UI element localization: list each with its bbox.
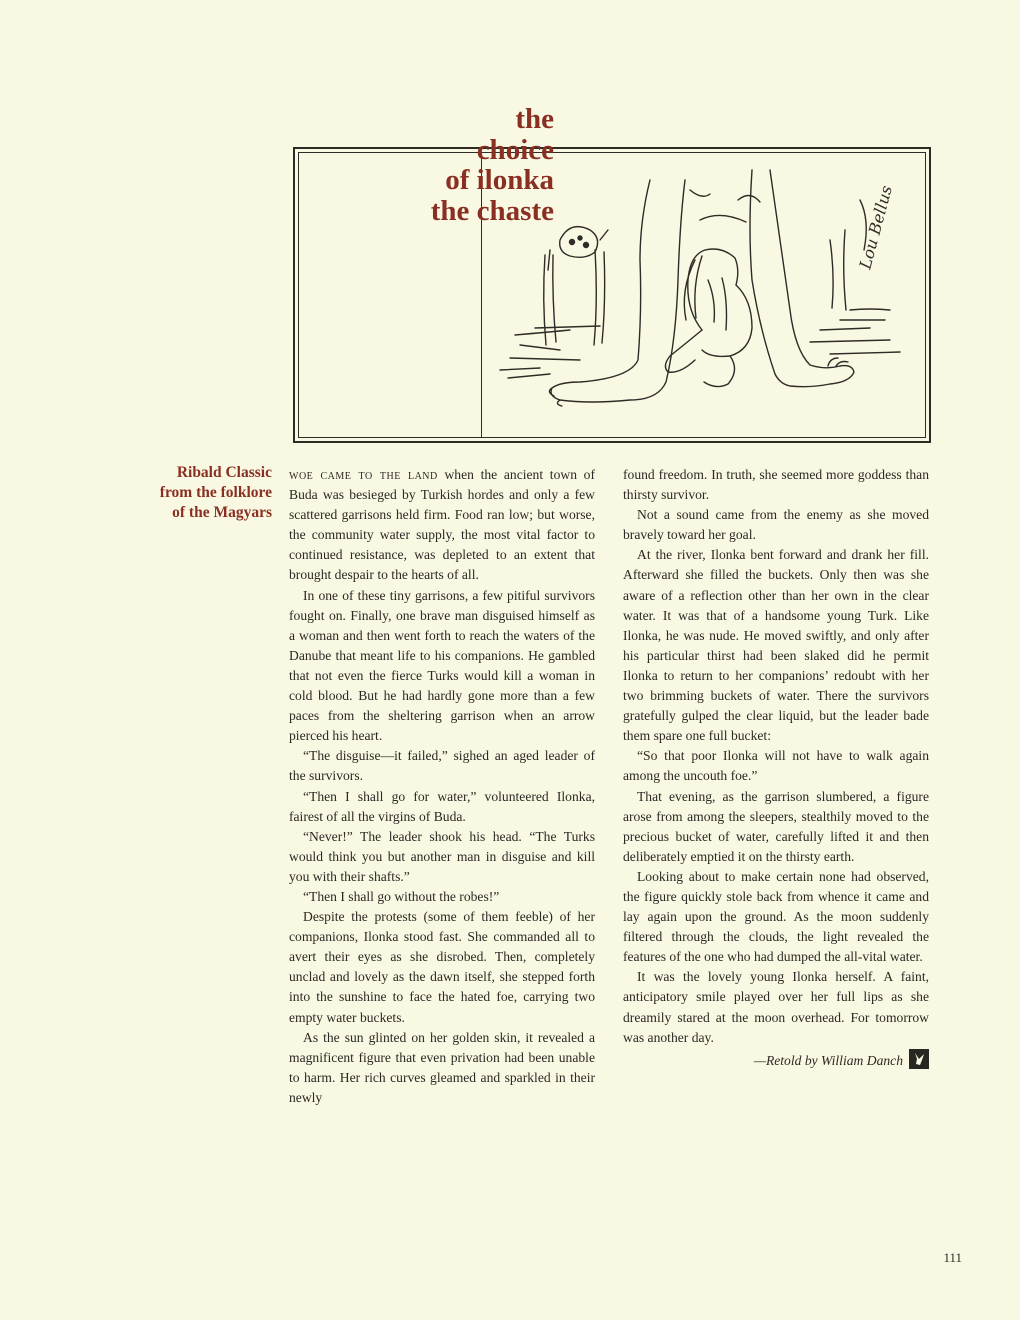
story-paragraph: “So that poor Ilonka will not have to walk again among the uncouth foe.” — [623, 748, 929, 784]
rabbit-head-end-mark-icon — [909, 1049, 929, 1069]
ink-sketch-figure-by-river-icon — [490, 160, 920, 430]
story-paragraph: found freedom. In truth, she seemed more goddess than thirsty survivor. — [623, 467, 929, 503]
author-credit — [623, 1049, 929, 1071]
story-column-1 — [289, 465, 595, 1108]
page-number: 111 — [943, 1250, 962, 1265]
story-paragraph — [289, 465, 595, 586]
opening-caps: woe came to the land — [289, 467, 438, 482]
title-line: the — [515, 103, 554, 135]
artist-signature: Lou Bellus — [855, 183, 897, 272]
kicker-line: from the folklore — [159, 484, 272, 501]
story-paragraph: “Then I shall go for water,” volunteered Ilonka, fairest of all the virgins of Buda. — [289, 788, 595, 824]
title-line: of ilonka — [445, 164, 554, 196]
story-paragraph: It was the lovely young Ilonka herself. A faint, anticipatory smile played over her full lips as she dreamily stared at the moon overhead. For tomorrow was another day. — [623, 969, 929, 1045]
story-paragraph: Not a sound came from the enemy as she moved bravely toward her goal. — [623, 507, 929, 543]
kicker-line: Ribald Classic — [176, 464, 272, 481]
title-line: choice — [476, 133, 554, 166]
story-paragraph: In one of these tiny garrisons, a few pitiful survivors fought on. Finally, one brave man disguised himself as a woman and then went forth to reach the waters of the Danube that meant life to his companions. He gambled that not even the fierce Turks would kill a woman in cold blood. But he had hardly gone more than a few paces from the sheltering garrison when an arrow pierced his heart. — [289, 587, 595, 744]
story-paragraph: “The disguise—it failed,” sighed an aged leader of the survivors. — [289, 748, 595, 784]
author-credit-text: —Retold by William Danch — [753, 1052, 903, 1068]
story-paragraph: At the river, Ilonka bent forward and drank her fill. Afterward she filled the buckets. Only then was she aware of a reflection other than her own in the clear water. It was that of a handsome young Turk. Like Ilonka, he was nude. He moved swiftly, and only after his particular thirst had been slaked did he permit Ilonka to return to her companions’ redoubt with her two brimming buckets of water. There the survivors gratefully gulped the clear liquid, but the leader bade them spare one full bucket: — [623, 547, 929, 744]
title-line: the chaste — [430, 194, 554, 227]
story-paragraph: Looking about to make certain none had observed, the figure quickly stole back from whence it came and lay again upon the ground. As the moon suddenly filtered through the clouds, the light revealed the features of the one who had dumped the all-vital water. — [623, 868, 929, 965]
story-paragraph: Despite the protests (some of them feeble) of her companions, Ilonka stood fast. She commanded all to avert their eyes as she disrobed. Then, completely unclad and lovely as the dawn itself, she stepped forth into the sunshine to face the hated foe, carrying two empty water buckets. — [289, 909, 595, 1025]
story-paragraph: As the sun glinted on her golden skin, it revealed a magnificent figure that even privation had been unable to harm. Her rich curves gleamed and sparkled in their newly — [289, 1029, 595, 1105]
story-paragraph: “Never!” The leader shook his head. “The Turks would think you but another man in disguise and kill you with their shafts.” — [289, 828, 595, 884]
kicker-line: of the Magyars — [172, 504, 272, 521]
story-column-2 — [623, 465, 929, 1071]
story-paragraph: That evening, as the garrison slumbered, a figure arose from among the sleepers, stealthily moved to the precious bucket of water, carefully lifted it and then deliberately emptied it on the thirsty earth. — [623, 788, 929, 864]
paragraph-text: when the ancient town of Buda was besieged by Turkish hordes and only a few scattered garrisons held firm. Food ran low; but worse, the community water supply, the most vital factor to continued resistance, was depleted to an extent that brought despair to the hearts of all. — [289, 467, 595, 583]
story-kicker — [100, 463, 272, 523]
story-paragraph: “Then I shall go without the robes!” — [303, 888, 500, 904]
